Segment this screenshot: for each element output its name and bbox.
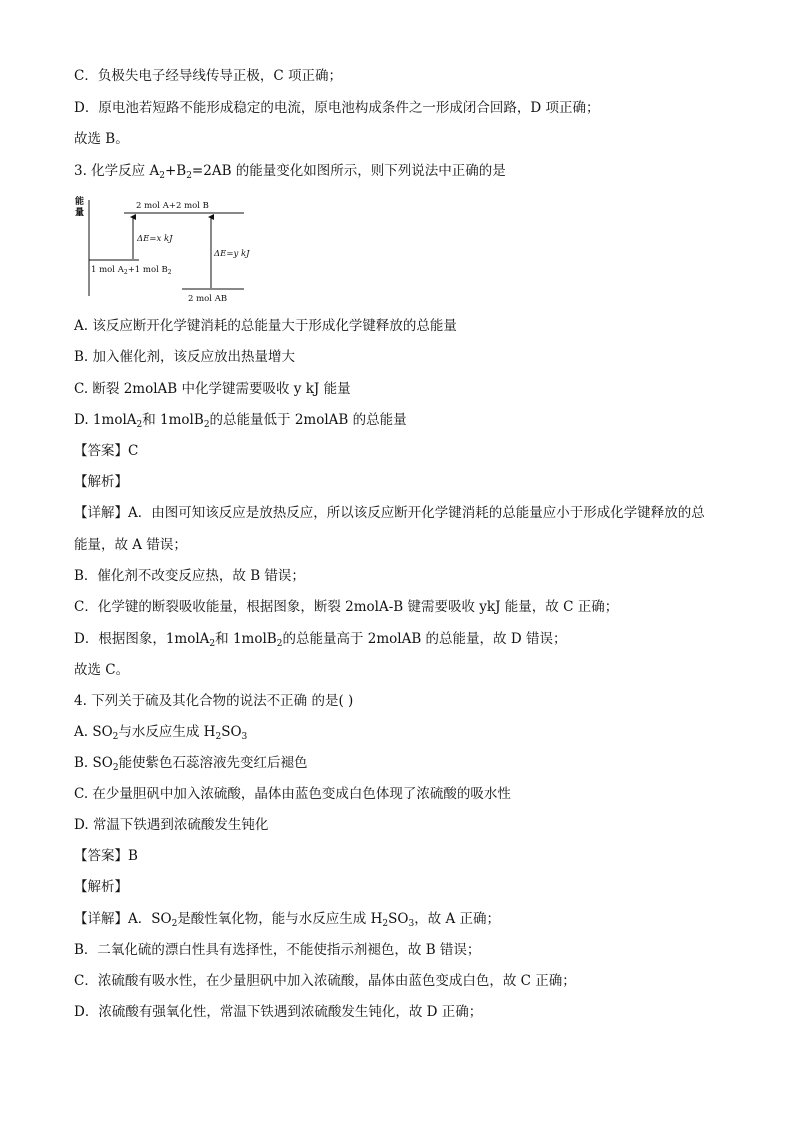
delta-y-label: ΔE=y kJ [214, 249, 250, 259]
text-line: D．原电池若短路不能形成稳定的电流，原电池构成条件之一形成闭合回路，D 项正确； [74, 100, 600, 116]
option-a: A. 该反应断开化学键消耗的总能量大于形成化学键释放的总能量 [74, 318, 457, 334]
analysis-3-header: 【解析】 [74, 474, 128, 490]
y-axis-label: 能 [75, 197, 85, 207]
question-3-stem: 3. 化学反应 $A_2+B_2=2AB$ 的能量变化如图所示，则下列说法中正确的是 [74, 163, 506, 181]
energy-diagram [74, 196, 274, 306]
question-4-stem: 4. 下列关于硫及其化合物的说法不正确 的是( ) [74, 693, 354, 709]
explanation-line: D．根据图象，1molA$_2$和 1molB$_2$的总能量高于 2molAB 的总能量，故 D 错误； [74, 631, 567, 649]
explanation-line: 【详解】A．由图可知该反应是放热反应，所以该反应断开化学键消耗的总能量应小于形成化学键释放的总 [74, 505, 705, 521]
option-b: B. $SO_2$能使紫色石蕊溶液先变红后褪色 [74, 755, 308, 773]
text-line: C．负极失电子经导线传导正极，C 项正确； [74, 68, 342, 84]
option-c: C. 断裂 2molAB 中化学键需要吸收 y kJ 能量 [74, 381, 351, 397]
text-line: 故选 B。 [74, 131, 129, 147]
explanation-line: 【详解】A．$SO_2$是酸性氧化物，能与水反应生成 $H_2SO_3$，故 A 正确； [74, 911, 501, 929]
answer-4: 【答案】B [74, 848, 138, 864]
analysis-4-header: 【解析】 [74, 879, 128, 895]
y-axis-label: 量 [75, 208, 85, 218]
products-label: 2 mol AB [188, 294, 228, 304]
option-d: D. 常温下铁遇到浓硫酸发生钝化 [74, 817, 269, 833]
explanation-line: B．二氧化硫的漂白性具有选择性，不能使指示剂褪色，故 B 错误； [74, 942, 481, 958]
explanation-line: C．化学键的断裂吸收能量，根据图象，断裂 2molA-B 键需要吸收 ykJ 能量，故 C 正确； [74, 599, 619, 615]
explanation-line: B．催化剂不改变反应热，故 B 错误； [74, 568, 305, 584]
answer-3: 【答案】C [74, 443, 139, 459]
delta-x-label: ΔE=x kJ [137, 234, 173, 244]
explanation-line: 能量，故 A 错误； [74, 537, 187, 553]
explanation-line: D．浓硫酸有强氧化性，常温下铁遇到浓硫酸发生钝化，故 D 正确； [74, 1004, 483, 1020]
explanation-line: C．浓硫酸有吸水性，在少量胆矾中加入浓硫酸，晶体由蓝色变成白色，故 C 正确； [74, 973, 576, 989]
top-level-label: 2 mol A+2 mol B [136, 201, 209, 211]
option-a: A. $SO_2$与水反应生成 $H_2SO_3$ [74, 724, 248, 742]
reactants-label: 1 mol $A_2+1$ mol $B_2$ [91, 265, 172, 276]
option-b: B. 加入催化剂，该反应放出热量增大 [74, 349, 296, 365]
explanation-line: 故选 C。 [74, 662, 130, 678]
option-d: D. 1molA$_2$和 1molB$_2$的总能量低于 2molAB 的总能量 [74, 412, 407, 430]
option-c: C. 在少量胆矾中加入浓硫酸，晶体由蓝色变成白色体现了浓硫酸的吸水性 [74, 786, 511, 802]
